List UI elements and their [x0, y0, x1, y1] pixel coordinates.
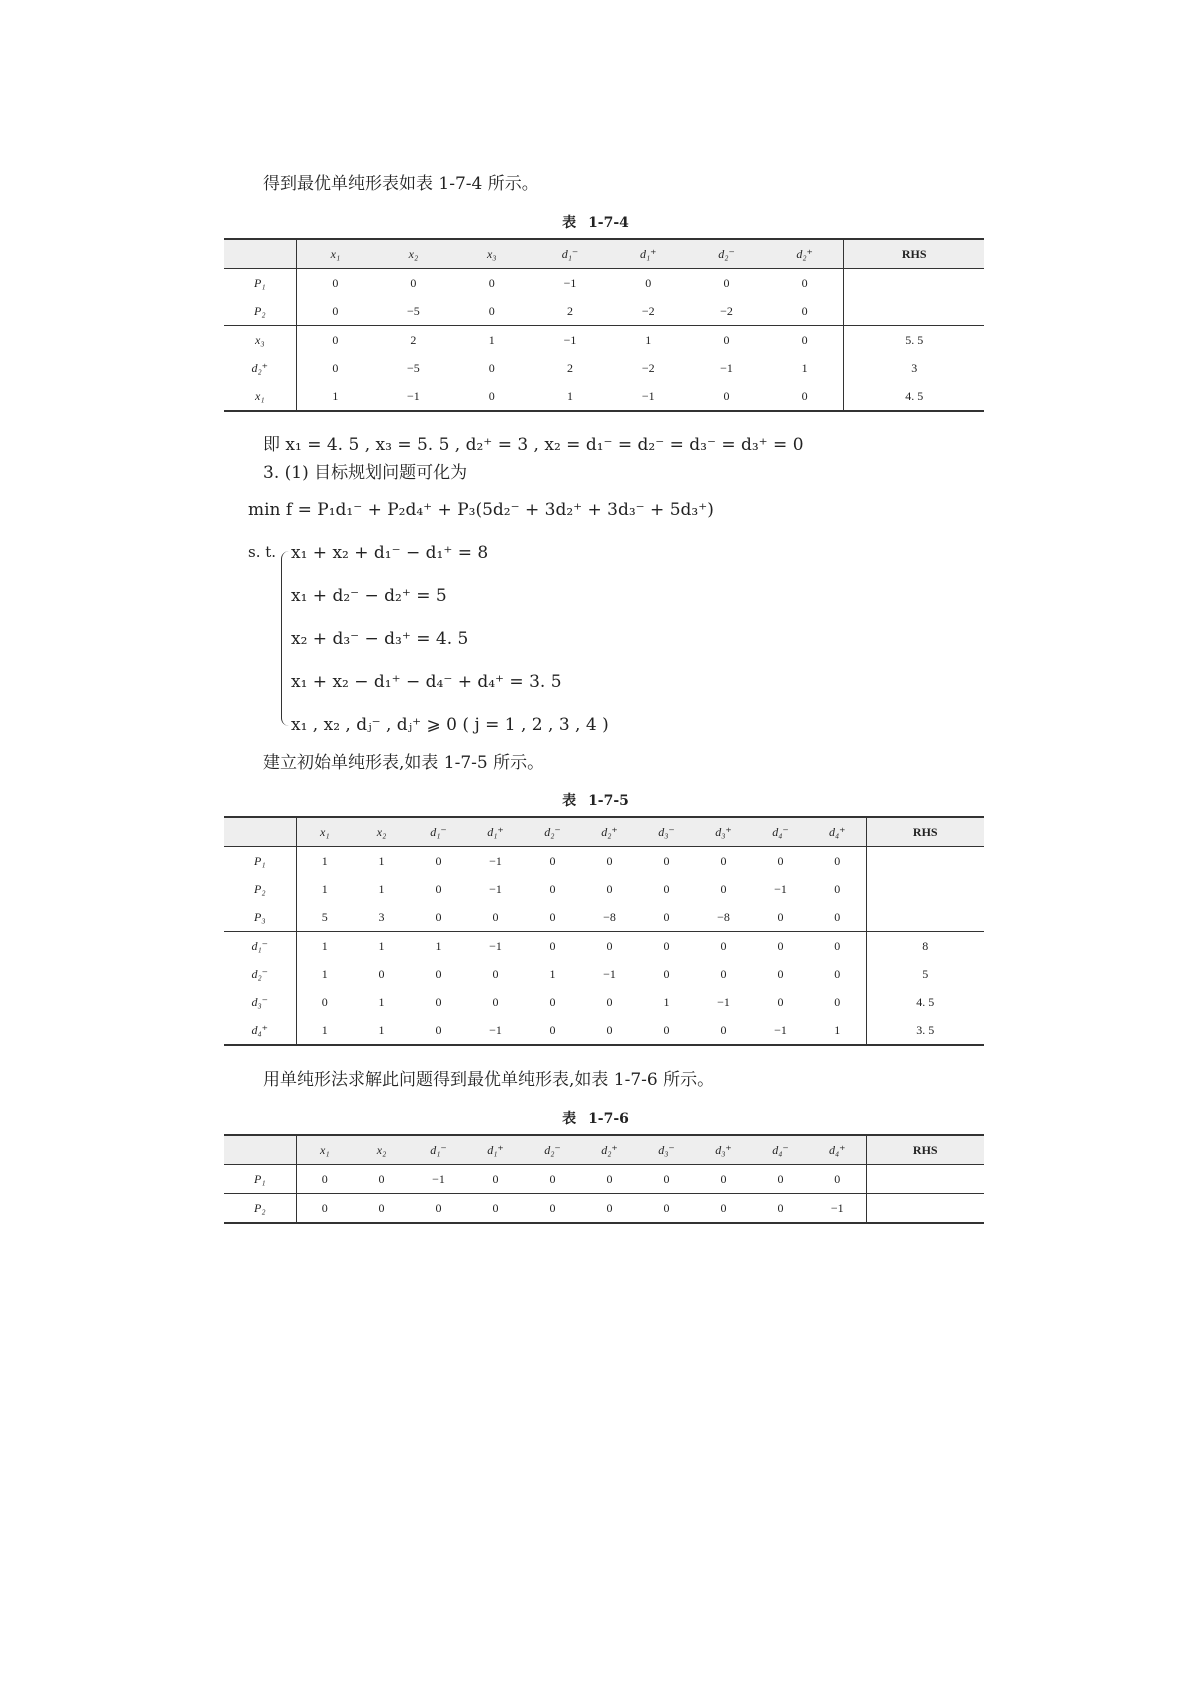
table-cell: 0 — [581, 1194, 638, 1224]
table-cell: 0 — [581, 932, 638, 961]
simplex-table-1-7-4 — [224, 238, 984, 412]
table-cell: −2 — [641, 360, 655, 375]
column-header: x₃ — [453, 239, 531, 269]
table-cell: 0 — [488, 360, 495, 375]
table-cell: 0 — [435, 994, 442, 1009]
constraint-2: x₁ + d₂⁻ − d₂⁺ = 5 — [291, 586, 447, 606]
table-cell: 0 — [720, 881, 727, 896]
table-cell: 1 — [378, 881, 385, 896]
table-row — [224, 269, 984, 298]
table-cell: 0 — [663, 881, 670, 896]
row-header: x₃ — [224, 326, 296, 355]
table-cell: 0 — [695, 1016, 752, 1045]
table-cell: −1 — [410, 1165, 467, 1194]
table-cell: 1 — [353, 932, 410, 961]
table-cell: 1 — [296, 382, 374, 411]
table-cell: 1 — [410, 932, 467, 961]
table-cell: −2 — [641, 303, 655, 318]
table-row — [224, 847, 984, 876]
table-cell: 0 — [467, 1165, 524, 1194]
table-cell: −5 — [407, 303, 420, 318]
row-header: d₂⁺ — [224, 354, 296, 382]
table-row — [224, 382, 984, 411]
corner-cell — [224, 817, 296, 847]
rhs-cell — [866, 875, 984, 903]
rhs-cell — [866, 1194, 984, 1224]
rhs-cell — [866, 1165, 984, 1194]
table-cell: −1 — [467, 932, 524, 961]
table-cell: 1 — [809, 1016, 866, 1045]
constraint-1: x₁ + x₂ + d₁⁻ − d₁⁺ = 8 — [291, 543, 489, 563]
rhs-cell: 4. 5 — [844, 382, 984, 411]
table-cell: 5 — [321, 909, 328, 924]
table-cell: 0 — [488, 275, 495, 290]
table-cell: 2 — [566, 360, 573, 375]
table-cell: 2 — [374, 326, 452, 355]
table-cell: 0 — [834, 881, 841, 896]
row-header: x₁ — [224, 382, 296, 411]
row-header: d₁⁻ — [224, 932, 296, 961]
table-cell: 0 — [410, 275, 417, 290]
table-cell: 0 — [549, 853, 556, 868]
table-cell: 0 — [492, 994, 499, 1009]
table-caption-1-7-5 — [0, 790, 1191, 810]
row-header: P₃ — [224, 903, 296, 932]
column-header: d₂⁺ — [581, 1135, 638, 1165]
table-cell: 0 — [834, 994, 841, 1009]
table-cell: 0 — [488, 303, 495, 318]
table-row — [224, 875, 984, 903]
row-header: P₂ — [224, 875, 296, 903]
table-cell: −1 — [809, 1194, 866, 1224]
header-row — [224, 817, 984, 847]
column-header: x₂ — [353, 1135, 410, 1165]
column-header: d₄⁻ — [752, 1135, 809, 1165]
table-cell: −8 — [717, 909, 730, 924]
column-header: d₄⁻ — [752, 817, 809, 847]
table-cell: 0 — [777, 966, 784, 981]
rhs-cell — [866, 903, 984, 932]
column-header: d₁⁻ — [531, 239, 609, 269]
column-header: d₁⁻ — [410, 817, 467, 847]
table-cell: 0 — [321, 994, 328, 1009]
table-cell: 0 — [834, 966, 841, 981]
table-cell: 0 — [695, 1165, 752, 1194]
column-header: d₃⁺ — [695, 817, 752, 847]
table-cell: −1 — [531, 326, 609, 355]
table-cell: 0 — [332, 360, 339, 375]
table-cell: 0 — [695, 932, 752, 961]
table-caption-1-7-6 — [0, 1108, 1191, 1128]
table-cell: 0 — [378, 966, 385, 981]
table-cell: 0 — [353, 1194, 410, 1224]
table-cell: 0 — [453, 382, 531, 411]
rhs-cell: 5. 5 — [844, 326, 984, 355]
table-caption-1-7-4 — [0, 212, 1191, 232]
table-cell: 0 — [663, 853, 670, 868]
caption-prefix: 表 — [562, 215, 577, 231]
table-cell: 0 — [524, 932, 581, 961]
row-header: P₁ — [224, 847, 296, 876]
table-row — [224, 1016, 984, 1045]
table-cell: 0 — [410, 1016, 467, 1045]
table-cell: 0 — [435, 966, 442, 981]
table-cell: 0 — [638, 1165, 695, 1194]
table-cell: 0 — [777, 909, 784, 924]
caption-id: 1-7-4 — [588, 215, 629, 231]
table-cell: 1 — [609, 326, 687, 355]
caption-id: 1-7-5 — [588, 793, 629, 809]
row-header: P₁ — [224, 269, 296, 298]
table-cell: 0 — [332, 303, 339, 318]
column-header: x₂ — [353, 817, 410, 847]
table-cell: −1 — [774, 881, 787, 896]
corner-cell — [224, 1135, 296, 1165]
rhs-cell — [844, 297, 984, 326]
row-header: P₂ — [224, 297, 296, 326]
row-header: d₃⁻ — [224, 988, 296, 1016]
table-cell: 0 — [720, 853, 727, 868]
table-cell: 1 — [321, 881, 328, 896]
table-row — [224, 326, 984, 355]
column-header: d₄⁺ — [809, 817, 866, 847]
table-cell: −2 — [720, 303, 733, 318]
table-cell: 0 — [766, 326, 844, 355]
table-cell: 0 — [645, 275, 652, 290]
table-cell: 0 — [549, 994, 556, 1009]
table-cell: 0 — [687, 382, 765, 411]
row-header: d₂⁻ — [224, 960, 296, 988]
caption-prefix: 表 — [562, 793, 577, 809]
simplex-table-1-7-6 — [224, 1134, 984, 1224]
table-cell: 1 — [801, 360, 808, 375]
table-cell: 0 — [752, 1194, 809, 1224]
table-cell: 0 — [549, 909, 556, 924]
table-cell: 0 — [834, 853, 841, 868]
table-cell: −1 — [717, 994, 730, 1009]
column-header: d₂⁻ — [524, 1135, 581, 1165]
table-cell: 0 — [809, 932, 866, 961]
table-cell: 0 — [353, 1165, 410, 1194]
table-cell: 0 — [638, 932, 695, 961]
table-cell: 0 — [834, 909, 841, 924]
table-cell: −1 — [603, 966, 616, 981]
table-cell: 1 — [549, 966, 556, 981]
table-cell: 0 — [467, 1194, 524, 1224]
row-header: P₂ — [224, 1194, 296, 1224]
table-cell: 1 — [296, 932, 353, 961]
column-header: d₃⁻ — [638, 1135, 695, 1165]
table-cell: 0 — [777, 994, 784, 1009]
rhs-cell — [866, 847, 984, 876]
table-cell: 0 — [720, 966, 727, 981]
table-cell: −1 — [467, 1016, 524, 1045]
column-header: d₄⁺ — [809, 1135, 866, 1165]
table-cell: −8 — [603, 909, 616, 924]
column-header: d₂⁻ — [687, 239, 765, 269]
rhs-cell: 5 — [866, 960, 984, 988]
table-row — [224, 1165, 984, 1194]
simplex-table-1-7-5 — [224, 816, 984, 1046]
column-header: d₁⁺ — [467, 817, 524, 847]
column-header: x₂ — [374, 239, 452, 269]
table-row — [224, 297, 984, 326]
table-cell: 0 — [752, 1165, 809, 1194]
column-header: d₂⁺ — [766, 239, 844, 269]
table-cell: 0 — [723, 275, 730, 290]
table-cell: −1 — [374, 382, 452, 411]
column-header: d₁⁺ — [609, 239, 687, 269]
table-cell: 0 — [492, 909, 499, 924]
table-cell: 1 — [453, 326, 531, 355]
rhs-cell: 3 — [844, 354, 984, 382]
table-cell: 1 — [663, 994, 670, 1009]
table-cell: 0 — [663, 966, 670, 981]
corner-cell — [224, 239, 296, 269]
table-cell: 0 — [332, 275, 339, 290]
table-cell: 0 — [638, 1016, 695, 1045]
table-row — [224, 1194, 984, 1224]
table-cell: −1 — [609, 382, 687, 411]
table-cell: 1 — [531, 382, 609, 411]
table-cell: 1 — [378, 853, 385, 868]
row-header: P₁ — [224, 1165, 296, 1194]
table-cell: 1 — [353, 1016, 410, 1045]
table-cell: 0 — [435, 881, 442, 896]
table-cell: 0 — [606, 994, 613, 1009]
table-cell: 0 — [296, 1194, 353, 1224]
table-cell: 0 — [801, 275, 808, 290]
column-header: d₂⁺ — [581, 817, 638, 847]
table-cell: 0 — [435, 853, 442, 868]
table-cell: 0 — [492, 966, 499, 981]
table-cell: −1 — [489, 853, 502, 868]
problem-3-intro: 3. (1) 目标规划问题可化为 — [263, 463, 468, 483]
column-header: x₁ — [296, 817, 353, 847]
rhs-header: RHS — [844, 239, 984, 269]
column-header: d₁⁺ — [467, 1135, 524, 1165]
caption-id: 1-7-6 — [588, 1111, 629, 1127]
table-cell: 0 — [410, 1194, 467, 1224]
table-cell: 0 — [296, 326, 374, 355]
table-cell: −1 — [752, 1016, 809, 1045]
column-header: d₁⁻ — [410, 1135, 467, 1165]
table-cell: 0 — [435, 909, 442, 924]
constraint-3: x₂ + d₃⁻ − d₃⁺ = 4. 5 — [291, 629, 469, 649]
column-header: x₁ — [296, 239, 374, 269]
table-cell: 0 — [663, 909, 670, 924]
table-cell: 0 — [809, 1165, 866, 1194]
table-row — [224, 988, 984, 1016]
table-cell: 0 — [524, 1165, 581, 1194]
table-row — [224, 903, 984, 932]
row-header: d₄⁺ — [224, 1016, 296, 1045]
table-cell: −5 — [407, 360, 420, 375]
solution-line: 即 x₁ = 4. 5 , x₃ = 5. 5 , d₂⁺ = 3 , x₂ = d₁⁻ = d₂⁻ = d₃⁻ = d₃⁺ = 0 — [263, 435, 804, 455]
column-header: x₁ — [296, 1135, 353, 1165]
rhs-header: RHS — [866, 817, 984, 847]
table-row — [224, 932, 984, 961]
table-cell: 0 — [524, 1016, 581, 1045]
column-header: d₃⁻ — [638, 817, 695, 847]
table-cell: 0 — [606, 853, 613, 868]
intro-paragraph-3: 用单纯形法求解此问题得到最优单纯形表,如表 1-7-6 所示。 — [263, 1070, 715, 1090]
intro-paragraph-1: 得到最优单纯形表如表 1-7-4 所示。 — [263, 174, 539, 194]
table-cell: 0 — [549, 881, 556, 896]
constraint-4: x₁ + x₂ − d₁⁺ − d₄⁻ + d₄⁺ = 3. 5 — [291, 672, 562, 692]
table-cell: 2 — [566, 303, 573, 318]
table-cell: 0 — [752, 932, 809, 961]
table-cell: 1 — [296, 1016, 353, 1045]
table-cell: 0 — [581, 1165, 638, 1194]
caption-prefix: 表 — [562, 1111, 577, 1127]
column-header: d₂⁻ — [524, 817, 581, 847]
intro-paragraph-2: 建立初始单纯形表,如表 1-7-5 所示。 — [263, 753, 545, 773]
table-row — [224, 354, 984, 382]
table-cell: 0 — [801, 303, 808, 318]
constraint-nonnegativity: x₁ , x₂ , dⱼ⁻ , dⱼ⁺ ⩾ 0 ( j = 1 , 2 , 3 , 4 ) — [291, 715, 609, 735]
st-label: s. t. — [248, 543, 277, 561]
rhs-cell: 3. 5 — [866, 1016, 984, 1045]
table-cell: 0 — [766, 382, 844, 411]
table-cell: −1 — [489, 881, 502, 896]
table-cell: 0 — [606, 881, 613, 896]
table-cell: 0 — [581, 1016, 638, 1045]
column-header: d₃⁺ — [695, 1135, 752, 1165]
header-row — [224, 239, 984, 269]
table-cell: 3 — [378, 909, 385, 924]
table-cell: 0 — [695, 1194, 752, 1224]
table-cell: 0 — [638, 1194, 695, 1224]
table-cell: 1 — [378, 994, 385, 1009]
rhs-cell: 8 — [866, 932, 984, 961]
rhs-cell: 4. 5 — [866, 988, 984, 1016]
header-row — [224, 1135, 984, 1165]
table-cell: 0 — [777, 853, 784, 868]
rhs-cell — [844, 269, 984, 298]
table-cell: −1 — [563, 275, 577, 290]
objective-function: min f = P₁d₁⁻ + P₂d₄⁺ + P₃(5d₂⁻ + 3d₂⁺ + 3d₃⁻ + 5d₃⁺) — [248, 500, 714, 520]
table-cell: 1 — [321, 853, 328, 868]
table-cell: 1 — [321, 966, 328, 981]
table-cell: −1 — [720, 360, 733, 375]
rhs-header: RHS — [866, 1135, 984, 1165]
table-row — [224, 960, 984, 988]
table-cell: 0 — [524, 1194, 581, 1224]
table-cell: 0 — [687, 326, 765, 355]
table-cell: 0 — [296, 1165, 353, 1194]
